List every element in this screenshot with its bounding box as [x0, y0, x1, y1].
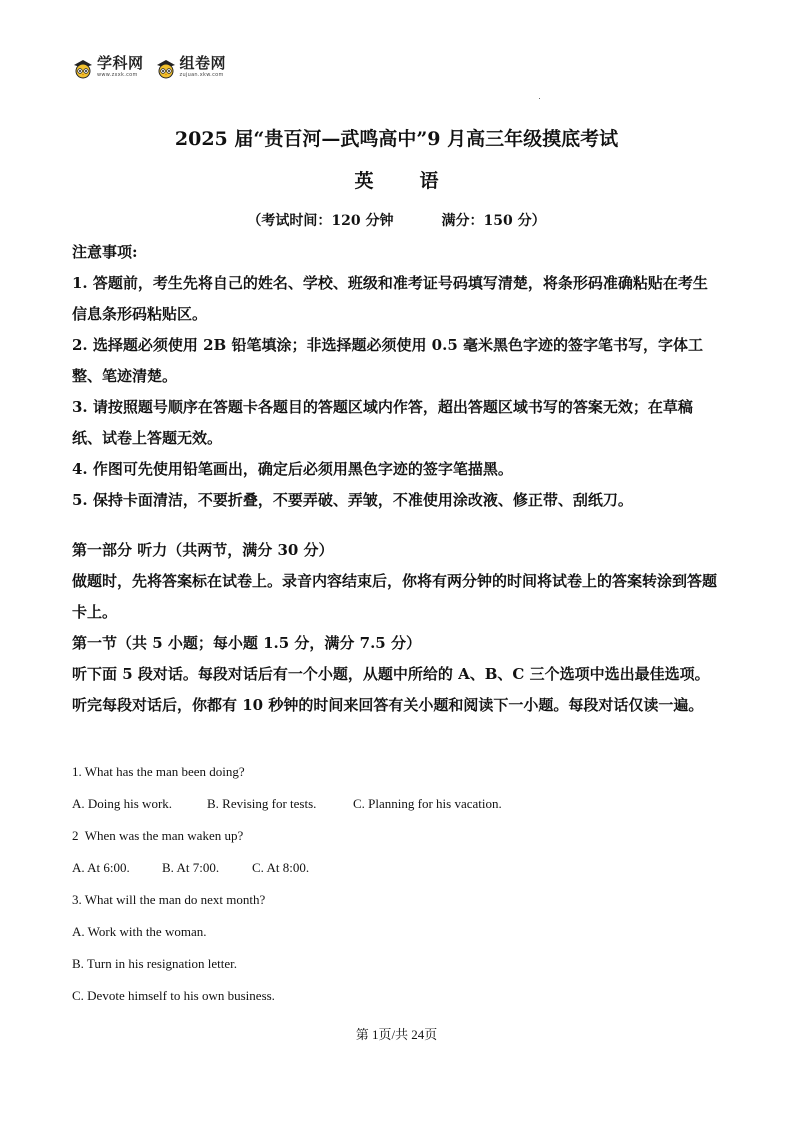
notice-item: 5. 保持卡面清洁，不要折叠，不要弄破、弄皱，不准使用涂改液、修正带、刮纸刀。	[72, 491, 633, 509]
logo-name: 组卷网	[179, 54, 227, 72]
speck	[539, 98, 540, 99]
subject-char: 语	[419, 170, 439, 192]
question-list	[72, 756, 722, 1012]
notice-item: 1. 答题前，考生先将自己的姓名、学校、班级和准考证号码填写清楚，将条形码准确粘贴在考生信息条形码粘贴区。	[72, 274, 708, 323]
exam-time: （考试时间：120 分钟	[247, 213, 394, 229]
exam-title: 2025 届“贵百河—武鸣高中”9 月高三年级摸底考试	[174, 128, 619, 150]
question-stem: 1. What has the man been doing?	[72, 764, 245, 779]
subject-char: 英	[354, 170, 374, 192]
part-heading: 第一部分 听力（共两节，满分 30 分）	[72, 541, 334, 559]
question-stem: 3. What will the man do next month?	[72, 892, 266, 907]
notice-item: 4. 作图可先使用铅笔画出，确定后必须用黑色字迹的签字笔描黑。	[72, 460, 513, 478]
owl-face-icon	[71, 56, 95, 80]
section-heading: 第一节（共 5 小题；每小题 1.5 分，满分 7.5 分）	[72, 634, 421, 652]
exam-info	[0, 210, 793, 230]
notice-section	[72, 237, 722, 516]
option-a: A. Work with the woman.	[72, 924, 207, 939]
part-instruction: 做题时，先将答案标在试卷上。录音内容结束后，你将有两分钟的时间将试卷上的答案转涂到答题卡上。	[72, 572, 718, 621]
logo-row	[71, 56, 236, 86]
notice-item: 2. 选择题必须使用 2B 铅笔填涂；非选择题必须使用 0.5 毫米黑色字迹的签字笔书写，字体工整、笔迹清楚。	[72, 336, 703, 385]
logo-url: zujuan.xkw.com	[179, 72, 224, 78]
option-b: B. At 7:00.	[162, 860, 220, 875]
section-instruction: 听下面 5 段对话。每段对话后有一个小题，从题中所给的 A、B、C 三个选项中选出最佳选项。听完每段对话后，你都有 10 秒钟的时间来回答有关小题和阅读下一小题。每段对话仅读一遍。	[72, 665, 710, 714]
option-a: A. Doing his work.	[72, 796, 173, 811]
option-c: C. Devote himself to his own business.	[72, 988, 275, 1003]
notice-item: 3. 请按照题号顺序在答题卡各题目的答题区域内作答，超出答题区域书写的答案无效；在草稿纸、试卷上答题无效。	[72, 398, 693, 447]
option-row	[72, 852, 722, 884]
notice-heading: 注意事项:	[72, 243, 138, 261]
option-row	[72, 788, 722, 820]
page-number: 第 1页/共 24页	[355, 1027, 438, 1042]
option-c: C. Planning for his vacation.	[353, 796, 502, 811]
zxxk-logo[interactable]	[71, 56, 144, 80]
zujuan-logo[interactable]	[154, 56, 227, 80]
option-a: A. At 6:00.	[72, 860, 130, 875]
owl-face-icon	[154, 56, 178, 80]
listening-part	[72, 535, 722, 721]
subject-title	[0, 166, 793, 193]
exam-score: 满分：150 分）	[441, 213, 546, 229]
logo-url: www.zxxk.com	[97, 72, 138, 78]
logo-name: 学科网	[97, 54, 144, 72]
option-b: B. Turn in his resignation letter.	[72, 956, 238, 971]
question-stem: 2 When was the man waken up?	[72, 828, 244, 843]
option-b: B. Revising for tests.	[207, 796, 317, 811]
option-c: C. At 8:00.	[252, 860, 310, 875]
